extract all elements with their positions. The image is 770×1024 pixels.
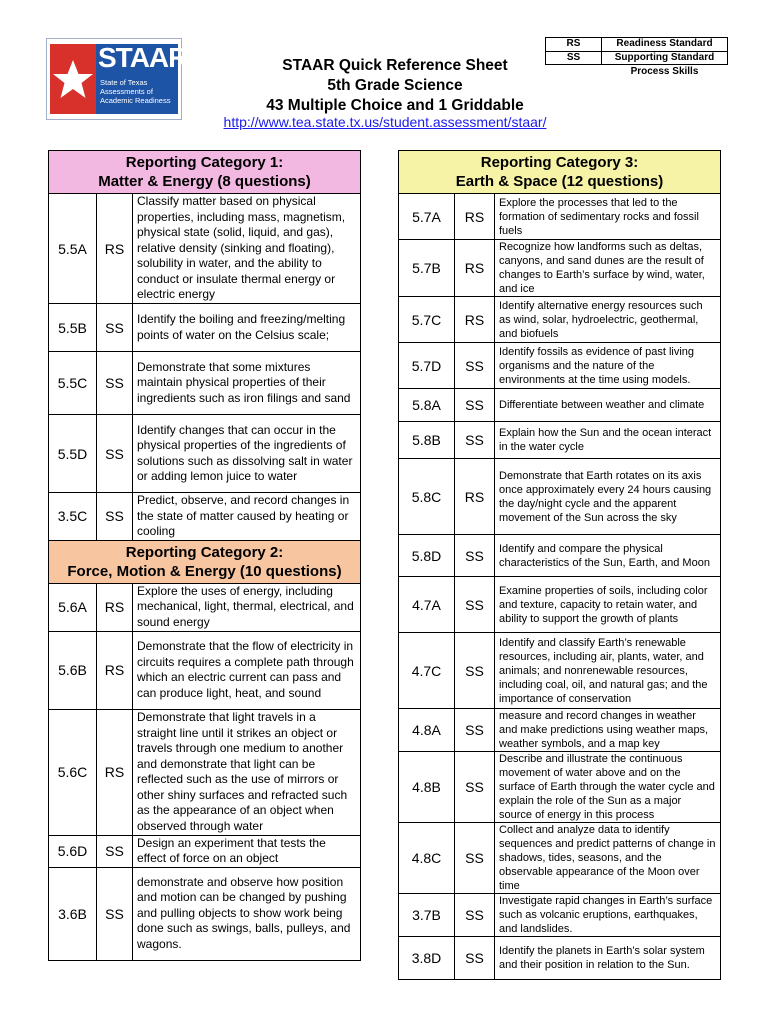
standard-description: Predict, observe, and record changes in the state of matter caused by heating or cooling — [133, 493, 361, 541]
standard-type: RS — [455, 459, 495, 535]
standard-description: Demonstrate that Earth rotates on its axis once approximately every 24 hours causing the day/night cycle and the apparent movement of the Sun across the sky — [495, 459, 721, 535]
standard-row — [49, 867, 361, 960]
standard-type: SS — [97, 835, 133, 867]
title-line-1: STAAR Quick Reference Sheet — [282, 57, 508, 74]
standard-description: demonstrate and observe how position and motion can be changed by pushing and pulling objects to show work being done such as swings, balls, pulleys, and wagons. — [133, 867, 361, 960]
staar-link[interactable]: http://www.tea.state.tx.us/student.assessment/staar/ — [223, 114, 547, 130]
standard-code: 5.8B — [399, 422, 455, 459]
standard-row — [399, 459, 721, 535]
right-standards-table — [398, 150, 721, 980]
category-3-rows — [399, 194, 721, 980]
standard-type: SS — [455, 389, 495, 422]
standard-type: SS — [455, 709, 495, 752]
standard-row — [49, 493, 361, 541]
standard-code: 5.6C — [49, 709, 97, 835]
title-line-2: 5th Grade Science — [327, 77, 463, 94]
standard-row — [399, 422, 721, 459]
standard-type: SS — [455, 422, 495, 459]
standard-description: Identify alternative energy resources such as wind, solar, hydroelectric, geothermal, and biofuels — [495, 297, 721, 343]
standard-type: RS — [455, 194, 495, 240]
logo-subtitle: State of Texas Assessments of Academic Readiness — [100, 78, 171, 105]
legend-table — [545, 37, 728, 78]
standard-code: 5.7D — [399, 343, 455, 389]
standard-code: 4.8A — [399, 709, 455, 752]
standard-type: RS — [97, 194, 133, 304]
standard-row — [399, 823, 721, 894]
standard-code: 5.5B — [49, 304, 97, 352]
standard-type: SS — [455, 577, 495, 633]
standard-description: Demonstrate that the flow of electricity in circuits requires a complete path through which an electric current can pass and can produce light, heat, and sound — [133, 631, 361, 709]
standard-row — [399, 389, 721, 422]
standard-code: 5.5A — [49, 194, 97, 304]
standard-type: RS — [455, 297, 495, 343]
standard-description: Explore the uses of energy, including mechanical, light, thermal, electrical, and sound energy — [133, 583, 361, 631]
standard-row — [49, 304, 361, 352]
standard-description: Demonstrate that light travels in a straight line until it strikes an object or travels through one medium to another and demonstrate that light can be reflected such as the use of mirrors or other shiny surfaces and refracted such as the appearance of an object when observed through water — [133, 709, 361, 835]
standard-type: SS — [97, 867, 133, 960]
standard-description: Investigate rapid changes in Earth’s surface such as volcanic eruptions, earthquakes, and landslides. — [495, 894, 721, 937]
standard-description: Recognize how landforms such as deltas, canyons, and sand dunes are the result of changes to Earth’s surface by wind, water, and ice — [495, 240, 721, 297]
standard-type: SS — [455, 535, 495, 577]
standard-row — [49, 583, 361, 631]
category-2-header — [49, 540, 361, 583]
standard-type: SS — [455, 633, 495, 709]
standard-description: Differentiate between weather and climate — [495, 389, 721, 422]
standard-code: 3.5C — [49, 493, 97, 541]
standard-code: 5.7B — [399, 240, 455, 297]
staar-logo — [46, 38, 188, 120]
legend-ss-label: Supporting Standard — [602, 51, 728, 65]
standard-code: 5.8C — [399, 459, 455, 535]
standard-type: RS — [97, 709, 133, 835]
standard-code: 4.8C — [399, 823, 455, 894]
category-1-header — [49, 151, 361, 194]
standard-type: SS — [97, 304, 133, 352]
standard-description: Examine properties of soils, including color and texture, capacity to retain water, and ability to support the growth of plants — [495, 577, 721, 633]
category-1-subtitle: Matter & Energy (8 questions) — [98, 173, 311, 190]
category-2-title: Reporting Category 2: — [125, 543, 284, 561]
standard-description: Identify and classify Earth’s renewable resources, including air, plants, water, and animals; and nonrenewable resources, including coal, oil, and natural gas; and the importance of conservation — [495, 633, 721, 709]
standard-code: 5.8D — [399, 535, 455, 577]
standard-type: RS — [455, 240, 495, 297]
standard-description: Classify matter based on physical properties, including mass, magnetism, physical state (solid, liquid, and gas), relative density (sinking and floating), solubility in water, and the ability to conduct or insulate thermal energy or electric energy — [133, 194, 361, 304]
standard-row — [399, 937, 721, 980]
standard-code: 5.7C — [399, 297, 455, 343]
standard-code: 4.7A — [399, 577, 455, 633]
standard-code: 3.8D — [399, 937, 455, 980]
standard-type: RS — [97, 631, 133, 709]
standard-row — [399, 343, 721, 389]
standard-description: Identify the planets in Earth’s solar system and their position in relation to the Sun. — [495, 937, 721, 980]
category-2-rows — [49, 583, 361, 960]
category-1-title: Reporting Category 1: — [125, 154, 284, 171]
standard-code: 5.6A — [49, 583, 97, 631]
category-3-title: Reporting Category 3: — [480, 154, 639, 171]
title-line-3: 43 Multiple Choice and 1 Griddable — [266, 97, 524, 114]
standard-description: Collect and analyze data to identify sequences and predict patterns of change in shadows, tides, seasons, and the observable appearance of the Moon over time — [495, 823, 721, 894]
standard-row — [49, 709, 361, 835]
standard-row — [399, 752, 721, 823]
standard-code: 4.7C — [399, 633, 455, 709]
standard-row — [399, 194, 721, 240]
standard-code: 3.7B — [399, 894, 455, 937]
legend-ps-spacer — [546, 65, 602, 79]
standard-row — [399, 297, 721, 343]
standard-code: 4.8B — [399, 752, 455, 823]
standard-type: SS — [455, 937, 495, 980]
standard-description: Explore the processes that led to the formation of sedimentary rocks and fossil fuels — [495, 194, 721, 240]
standard-row — [399, 535, 721, 577]
standard-code: 5.7A — [399, 194, 455, 240]
legend-ss-key: SS — [546, 51, 602, 65]
standard-row — [49, 835, 361, 867]
standard-type: SS — [97, 415, 133, 493]
standard-description: Identify fossils as evidence of past living organisms and the nature of the environments at the time using models. — [495, 343, 721, 389]
standard-code: 5.5D — [49, 415, 97, 493]
standard-description: Describe and illustrate the continuous movement of water above and on the surface of Earth through the water cycle and explain the role of the Sun as a major source of energy in this process — [495, 752, 721, 823]
standard-row — [49, 415, 361, 493]
legend-row — [546, 51, 728, 65]
standard-type: SS — [97, 352, 133, 415]
standard-code: 5.6D — [49, 835, 97, 867]
standard-description: Identify changes that can occur in the physical properties of the ingredients of solutions such as dissolving salt in water or adding lemon juice to water — [133, 415, 361, 493]
standard-row — [399, 709, 721, 752]
legend-row — [546, 65, 728, 79]
standard-row — [399, 240, 721, 297]
standard-type: SS — [455, 894, 495, 937]
standard-code: 3.6B — [49, 867, 97, 960]
standard-description: Identify the boiling and freezing/melting points of water on the Celsius scale; — [133, 304, 361, 352]
standard-row — [399, 633, 721, 709]
legend-rs-key: RS — [546, 38, 602, 52]
standard-type: SS — [455, 343, 495, 389]
category-3-header — [399, 151, 721, 194]
standard-type: SS — [455, 752, 495, 823]
standard-code: 5.8A — [399, 389, 455, 422]
standard-description: Design an experiment that tests the effect of force on an object — [133, 835, 361, 867]
standard-row — [49, 194, 361, 304]
legend-row — [546, 38, 728, 52]
legend-ps-label: Process Skills — [602, 65, 728, 79]
standard-row — [49, 631, 361, 709]
category-1-rows — [49, 194, 361, 541]
standard-description: Demonstrate that some mixtures maintain physical properties of their ingredients such as iron filings and sand — [133, 352, 361, 415]
left-standards-table — [48, 150, 361, 961]
legend-rs-label: Readiness Standard — [602, 38, 728, 52]
standard-code: 5.5C — [49, 352, 97, 415]
standard-type: SS — [455, 823, 495, 894]
star-icon — [50, 58, 96, 102]
standard-row — [49, 352, 361, 415]
standard-code: 5.6B — [49, 631, 97, 709]
standard-description: measure and record changes in weather and make predictions using weather maps, weather symbols, and a map key — [495, 709, 721, 752]
standard-type: RS — [97, 583, 133, 631]
standard-type: SS — [97, 493, 133, 541]
category-2-subtitle: Force, Motion & Energy (10 questions) — [67, 562, 342, 580]
standard-description: Explain how the Sun and the ocean interact in the water cycle — [495, 422, 721, 459]
standard-row — [399, 894, 721, 937]
standard-description: Identify and compare the physical characteristics of the Sun, Earth, and Moon — [495, 535, 721, 577]
standard-row — [399, 577, 721, 633]
page-title — [250, 56, 540, 116]
logo-title: STAAR — [98, 42, 188, 73]
category-3-subtitle: Earth & Space (12 questions) — [455, 173, 664, 190]
